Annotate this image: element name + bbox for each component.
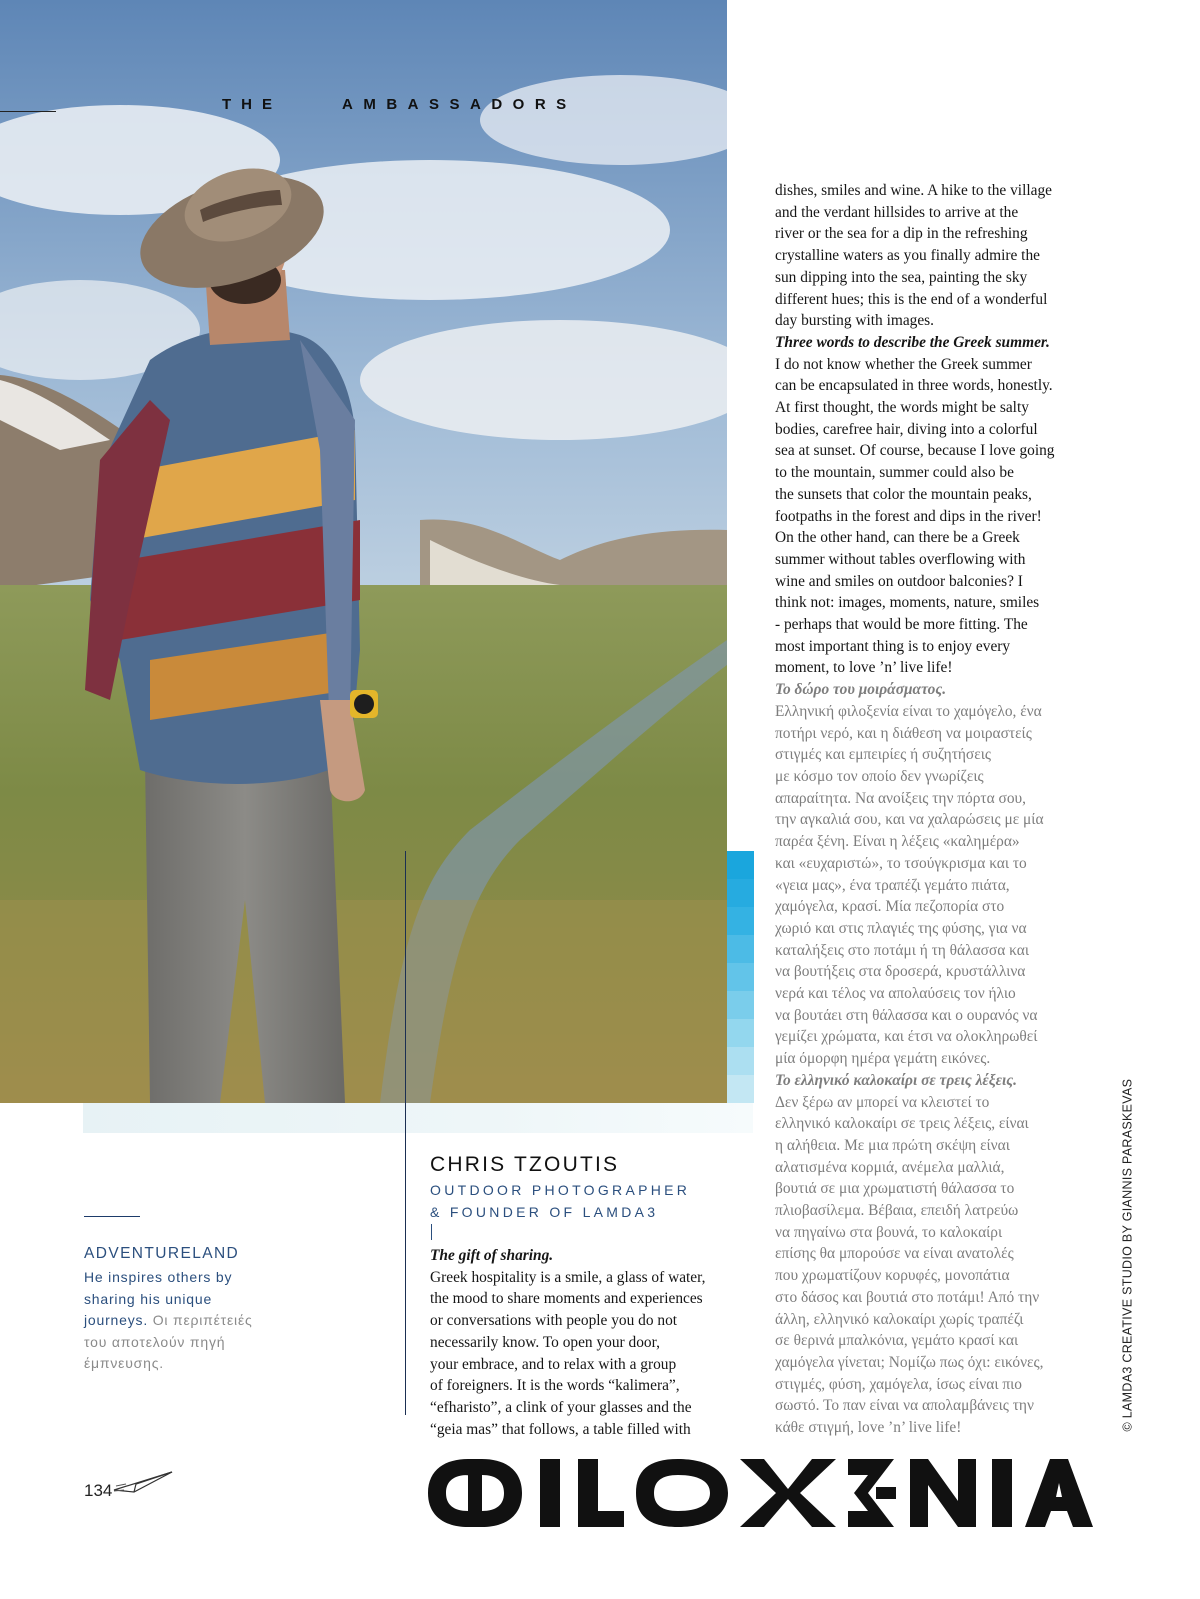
column-divider bbox=[405, 851, 406, 1415]
body-line-greek: και «ευχαριστώ», το τσούγκρισμα και το bbox=[775, 854, 1027, 872]
body-line-greek: επίσης θα μπορούσε να είναι ανατολές bbox=[775, 1245, 1014, 1263]
sidebar-caption bbox=[84, 1267, 259, 1375]
profile-role-line: & FOUNDER OF LAMDA3 bbox=[430, 1203, 659, 1220]
body-line-greek: χαμόγελα, κρασί. Μία πεζοπορία στο bbox=[775, 898, 1005, 916]
body-line-greek: αλατισμένα κορμιά, ανέμελα μαλλιά, bbox=[775, 1158, 1005, 1176]
body-line-greek: στιγμές και εμπειρίες ή συζητήσεις bbox=[775, 746, 991, 764]
philoxenia-logo bbox=[428, 1455, 1093, 1531]
body-line-greek: παρέα ξένη. Είναι η λέξεις «καλημέρα» bbox=[775, 833, 1020, 851]
page-number: 134 bbox=[84, 1481, 113, 1500]
subheading: The gift of sharing. bbox=[430, 1247, 554, 1264]
header-rule bbox=[0, 111, 56, 112]
body-line-greek: ελληνικό καλοκαίρι σε τρεις λέξεις, είναι bbox=[775, 1115, 1029, 1133]
subheading-greek: Το ελληνικό καλοκαίρι σε τρεις λέξεις. bbox=[775, 1071, 1017, 1089]
body-line-greek: η αλήθεια. Με μια πρώτη σκέψη είναι bbox=[775, 1136, 1010, 1154]
body-line: of foreigners. It is the words “kalimera”, bbox=[430, 1377, 680, 1395]
body-line-greek: ποτήρι νερό, και η διάθεση να μοιραστείς bbox=[775, 724, 1032, 742]
english-block-1 bbox=[775, 180, 1075, 679]
photo-credit bbox=[1117, 1078, 1137, 1435]
body-line-greek: να βουτάει στη θάλασσα και ο ουρανός να bbox=[775, 1006, 1038, 1024]
body-line-greek: νερά και τέλος να απολαύσεις τον ήλιο bbox=[775, 985, 1016, 1003]
subheading: Three words to describe the Greek summer. bbox=[775, 333, 1050, 351]
body-line: river or the sea for a dip in the refreshing bbox=[775, 225, 1028, 243]
body-line: can be encapsulated in three words, honestly. bbox=[775, 377, 1053, 395]
blue-gradient-stripe bbox=[727, 851, 754, 1103]
body-line: Greek hospitality is a smile, a glass of water, bbox=[430, 1268, 706, 1286]
body-line-greek: που χρωματίζουν κορυφές, μονοπάτια bbox=[775, 1267, 1010, 1285]
article-column-left bbox=[430, 1245, 730, 1440]
sidebar-caption-en: He inspires others by sharing his unique journeys. bbox=[84, 1269, 233, 1329]
body-line-greek: χαμόγελα γίνεται; Νομίζω πως όχι: εικόνες, bbox=[775, 1353, 1044, 1371]
body-line-greek: στιγμές, φύση, χαμόγελα, ίσως είναι πιο bbox=[775, 1375, 1022, 1393]
body-line: - perhaps that would be more fitting. The bbox=[775, 616, 1028, 634]
body-line-greek: χωριό και στις πλαγιές της φύσης, για να bbox=[775, 919, 1027, 937]
body-line-greek: «γεια μας», ένα τραπέζι γεμάτο πιάτα, bbox=[775, 876, 1010, 894]
body-line: footpaths in the forest and dips in the river! bbox=[775, 507, 1042, 525]
body-line: different hues; this is the end of a wonderful bbox=[775, 290, 1048, 308]
body-line-greek: γεμίζει χρώματα, και έτσι να ολοκληρωθεί bbox=[775, 1028, 1038, 1046]
body-line: bodies, carefree hair, diving into a colorful bbox=[775, 420, 1038, 438]
body-line-greek: σε θερινά μπαλκόνια, γεμάτο κρασί και bbox=[775, 1332, 1019, 1350]
body-line: the mood to share moments and experiences bbox=[430, 1290, 703, 1308]
body-line: the sunsets that color the mountain peaks, bbox=[775, 485, 1032, 503]
body-line-greek: πλιοβασίλεμα. Βέβαια, επειδή λατρεύω bbox=[775, 1202, 1019, 1220]
photo-bottom-fade bbox=[83, 1103, 753, 1133]
photo-credit-text: © LAMDA3 CREATIVE STUDIO BY GIANNIS PARASKEVAS bbox=[1120, 1078, 1135, 1432]
body-line: to the mountain, summer could also be bbox=[775, 464, 1014, 482]
body-line: dishes, smiles and wine. A hike to the village bbox=[775, 182, 1052, 199]
body-line: At first thought, the words might be salty bbox=[775, 399, 1029, 417]
article-column-right bbox=[775, 180, 1075, 1439]
body-line: your embrace, and to relax with a group bbox=[430, 1355, 677, 1373]
body-line: “efharisto”, a clink of your glasses and the bbox=[430, 1398, 692, 1416]
section-label-the: THE bbox=[222, 96, 282, 113]
body-line: sea at sunset. Of course, because I love going bbox=[775, 442, 1055, 460]
body-line-greek: καταλήξεις στο ποτάμι ή τη θάλασσα και bbox=[775, 941, 1029, 959]
body-line-greek: απαραίτητα. Να ανοίξεις την πόρτα σου, bbox=[775, 789, 1026, 807]
body-line: think not: images, moments, nature, smiles bbox=[775, 594, 1040, 612]
body-line-greek: βουτιά σε μια χρωματιστή θάλασσα το bbox=[775, 1180, 1015, 1198]
body-line: most important thing is to enjoy every bbox=[775, 637, 1011, 655]
body-line: On the other hand, can there be a Greek bbox=[775, 529, 1020, 547]
body-line: and the verdant hillsides to arrive at the bbox=[775, 203, 1019, 221]
paper-plane-icon bbox=[112, 1470, 174, 1494]
profile-role bbox=[430, 1180, 690, 1223]
profile-name: CHRIS TZOUTIS bbox=[430, 1153, 620, 1176]
body-line-greek: κάθε στιγμή, love ’n’ live life! bbox=[775, 1419, 962, 1437]
sidebar-title: ADVENTURELAND bbox=[84, 1245, 240, 1262]
body-line-greek: να πηγαίνω στα βουνά, το καλοκαίρι bbox=[775, 1223, 1003, 1241]
profile-role-line: OUTDOOR PHOTOGRAPHER bbox=[430, 1182, 691, 1198]
hero-photo bbox=[0, 0, 727, 1103]
body-line-greek: την αγκαλιά σου, και να χαλαρώσεις με μία bbox=[775, 811, 1044, 829]
body-line-greek: σωστό. Το παν είναι να απολαμβάνεις την bbox=[775, 1397, 1034, 1415]
body-line: summer without tables overflowing with bbox=[775, 550, 1026, 568]
body-line-greek: μία όμορφη ημέρα γεμάτη εικόνες. bbox=[775, 1050, 991, 1068]
hero-photo-illustration bbox=[0, 0, 727, 1103]
subheading-greek: Το δώρο του μοιράσματος. bbox=[775, 681, 947, 699]
body-line: crystalline waters as you finally admire the bbox=[775, 247, 1040, 265]
body-line: I do not know whether the Greek summer bbox=[775, 355, 1032, 373]
body-line-greek: με κόσμο τον οποίο δεν γνωρίζεις bbox=[775, 767, 984, 785]
body-line: sun dipping into the sea, painting the sky bbox=[775, 268, 1028, 286]
body-line: “geia mas” that follows, a table filled with bbox=[430, 1420, 691, 1438]
body-line: or conversations with people you do not bbox=[430, 1312, 678, 1330]
body-line-greek: άλλη, ελληνικό καλοκαίρι χωρίς τραπέζι bbox=[775, 1310, 1024, 1328]
body-line-greek: στο δάσος και βουτιά στο ποτάμι! Από την bbox=[775, 1288, 1040, 1306]
body-line: day bursting with images. bbox=[775, 312, 935, 330]
role-marker-bar bbox=[431, 1224, 432, 1240]
body-line: necessarily know. To open your door, bbox=[430, 1333, 660, 1351]
body-line-greek: να βουτήξεις στα δροσερά, κρυστάλλινα bbox=[775, 963, 1026, 981]
sidebar-caption-gr: Οι περιπέτειές του αποτελούν πηγή έμπνευσης. bbox=[84, 1312, 253, 1372]
body-line: moment, to love ’n’ live life! bbox=[775, 659, 953, 677]
greek-block bbox=[775, 679, 1075, 1439]
body-line-greek: Ελληνική φιλοξενία είναι το χαμόγελο, ένα bbox=[775, 702, 1042, 720]
sidebar-rule bbox=[84, 1216, 140, 1217]
section-label-ambassadors: AMBASSADORS bbox=[342, 96, 577, 113]
body-line: wine and smiles on outdoor balconies? I bbox=[775, 572, 1023, 590]
body-line-greek: Δεν ξέρω αν μπορεί να κλειστεί το bbox=[775, 1093, 990, 1111]
